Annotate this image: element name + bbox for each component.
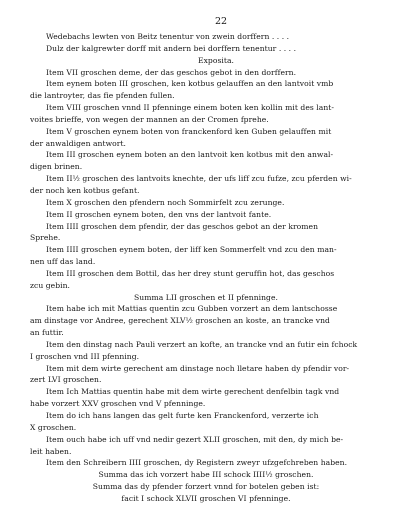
document-body (30, 31, 382, 505)
page-number: 22 (214, 16, 228, 27)
text-line: Item IIII groschen dem pfendir, der das geschos gebot an der kromen (46, 221, 319, 231)
text-line: der noch ken kotbus gefant. (30, 185, 140, 195)
text-line: Item VIII groschen vnnd II pfenninge einem boten ken kollin mit des lant- (46, 103, 334, 113)
summa-line: Summa das dy pfender forzert vnnd for botelen geben ist: (92, 482, 320, 492)
text-line: Sprehe. (30, 233, 61, 243)
text-line: Dulz der kalgrewter dorff mit andern bei dorffern tenentur . . . . (46, 43, 297, 53)
text-line: die lantroyter, das fie pfenden fullen. (30, 91, 175, 101)
text-line: an futtir. (30, 328, 64, 338)
text-line: zcu gebin. (30, 280, 71, 290)
text-line: I groschen vnd III pfenning. (30, 351, 140, 361)
text-line: Item ouch habe ich uff vnd nedir gezert XLII groschen, mit den, dy mich be- (46, 434, 344, 444)
text-line: Item IIII groschen eynem boten, der liff ken Sommerfelt vnd zcu den man- (46, 245, 337, 255)
text-line: Item III groschen dem Bottil, das her drey stunt geruffin hot, das geschos (46, 268, 335, 278)
text-line: Item mit dem wirte gerechent am dinstage noch lletare haben dy pfendir vor- (46, 363, 350, 373)
text-line: Item den dinstag nach Pauli verzert an kofte, an trancke vnd an futir ein fchock (46, 339, 358, 349)
text-line: digen brinen. (30, 162, 83, 172)
text-line: Item II groschen eynem boten, den vns der lantvoit fante. (46, 209, 272, 219)
text-line: der anwaldigen antwort. (30, 138, 127, 148)
text-line: zert LVI groschen. (30, 375, 102, 385)
text-line: Item Ich Mattias quentin habe mit dem wirte gerechent denfelbin tagk vnd (46, 387, 340, 397)
text-line: leit haben. (30, 446, 72, 456)
text-line: voites brieffe, von wegen der mannen an der Cromen fprehe. (30, 114, 269, 124)
text-line: X groschen. (30, 422, 77, 432)
text-line: Item VII groschen deme, der das geschos gebot in den dorffern. (46, 67, 297, 77)
text-line: Item do ich hans langen das gelt furte ken Franckenford, verzerte ich (46, 411, 319, 420)
text-line: habe vorzert XXV groschen vnd V pfenninge. (30, 399, 206, 409)
text-line: Item III groschen eynem boten an den lantvoit ken kotbus mit den anwal- (46, 150, 334, 160)
text-line: Wedebachs lewten von Beitz tenentur von zwein dorffern . . . . (46, 32, 290, 41)
text-line: am dinstage vor Andree, gerechent XLV½ groschen an koste, an trancke vnd (30, 316, 330, 326)
text-line: Item den Schreibern IIII groschen, dy Registern zweyr ufzgefchreben haben. (46, 458, 348, 468)
summa-line: facit I schock XLVII groschen VI pfenninge. (121, 493, 291, 503)
section-heading: Exposita. (197, 55, 235, 65)
text-line: Item II½ groschen des lantvoits knechte, der ufs liff zcu fufze, zcu pferden wi- (46, 174, 352, 184)
text-line: nen uff das land. (30, 257, 96, 267)
summa-line: Summa das ich vorzert habe III schock IIII½ groschen. (98, 470, 314, 480)
text-line: Item X groschen den pfendern noch Sommirfelt zcu zerunge. (46, 197, 285, 207)
text-line: Item V groschen eynem boten von franckenford ken Guben gelauffen mit (46, 126, 332, 136)
summa-line: Summa LII groschen et II pfenninge. (134, 292, 278, 302)
text-line: Item habe ich mit Mattias quentin zcu Gubben vorzert an dem lantschosse (46, 304, 338, 314)
text-line: Item eynem boten III groschen, ken kotbus gelauffen an den lantvoit vmb (46, 79, 334, 89)
